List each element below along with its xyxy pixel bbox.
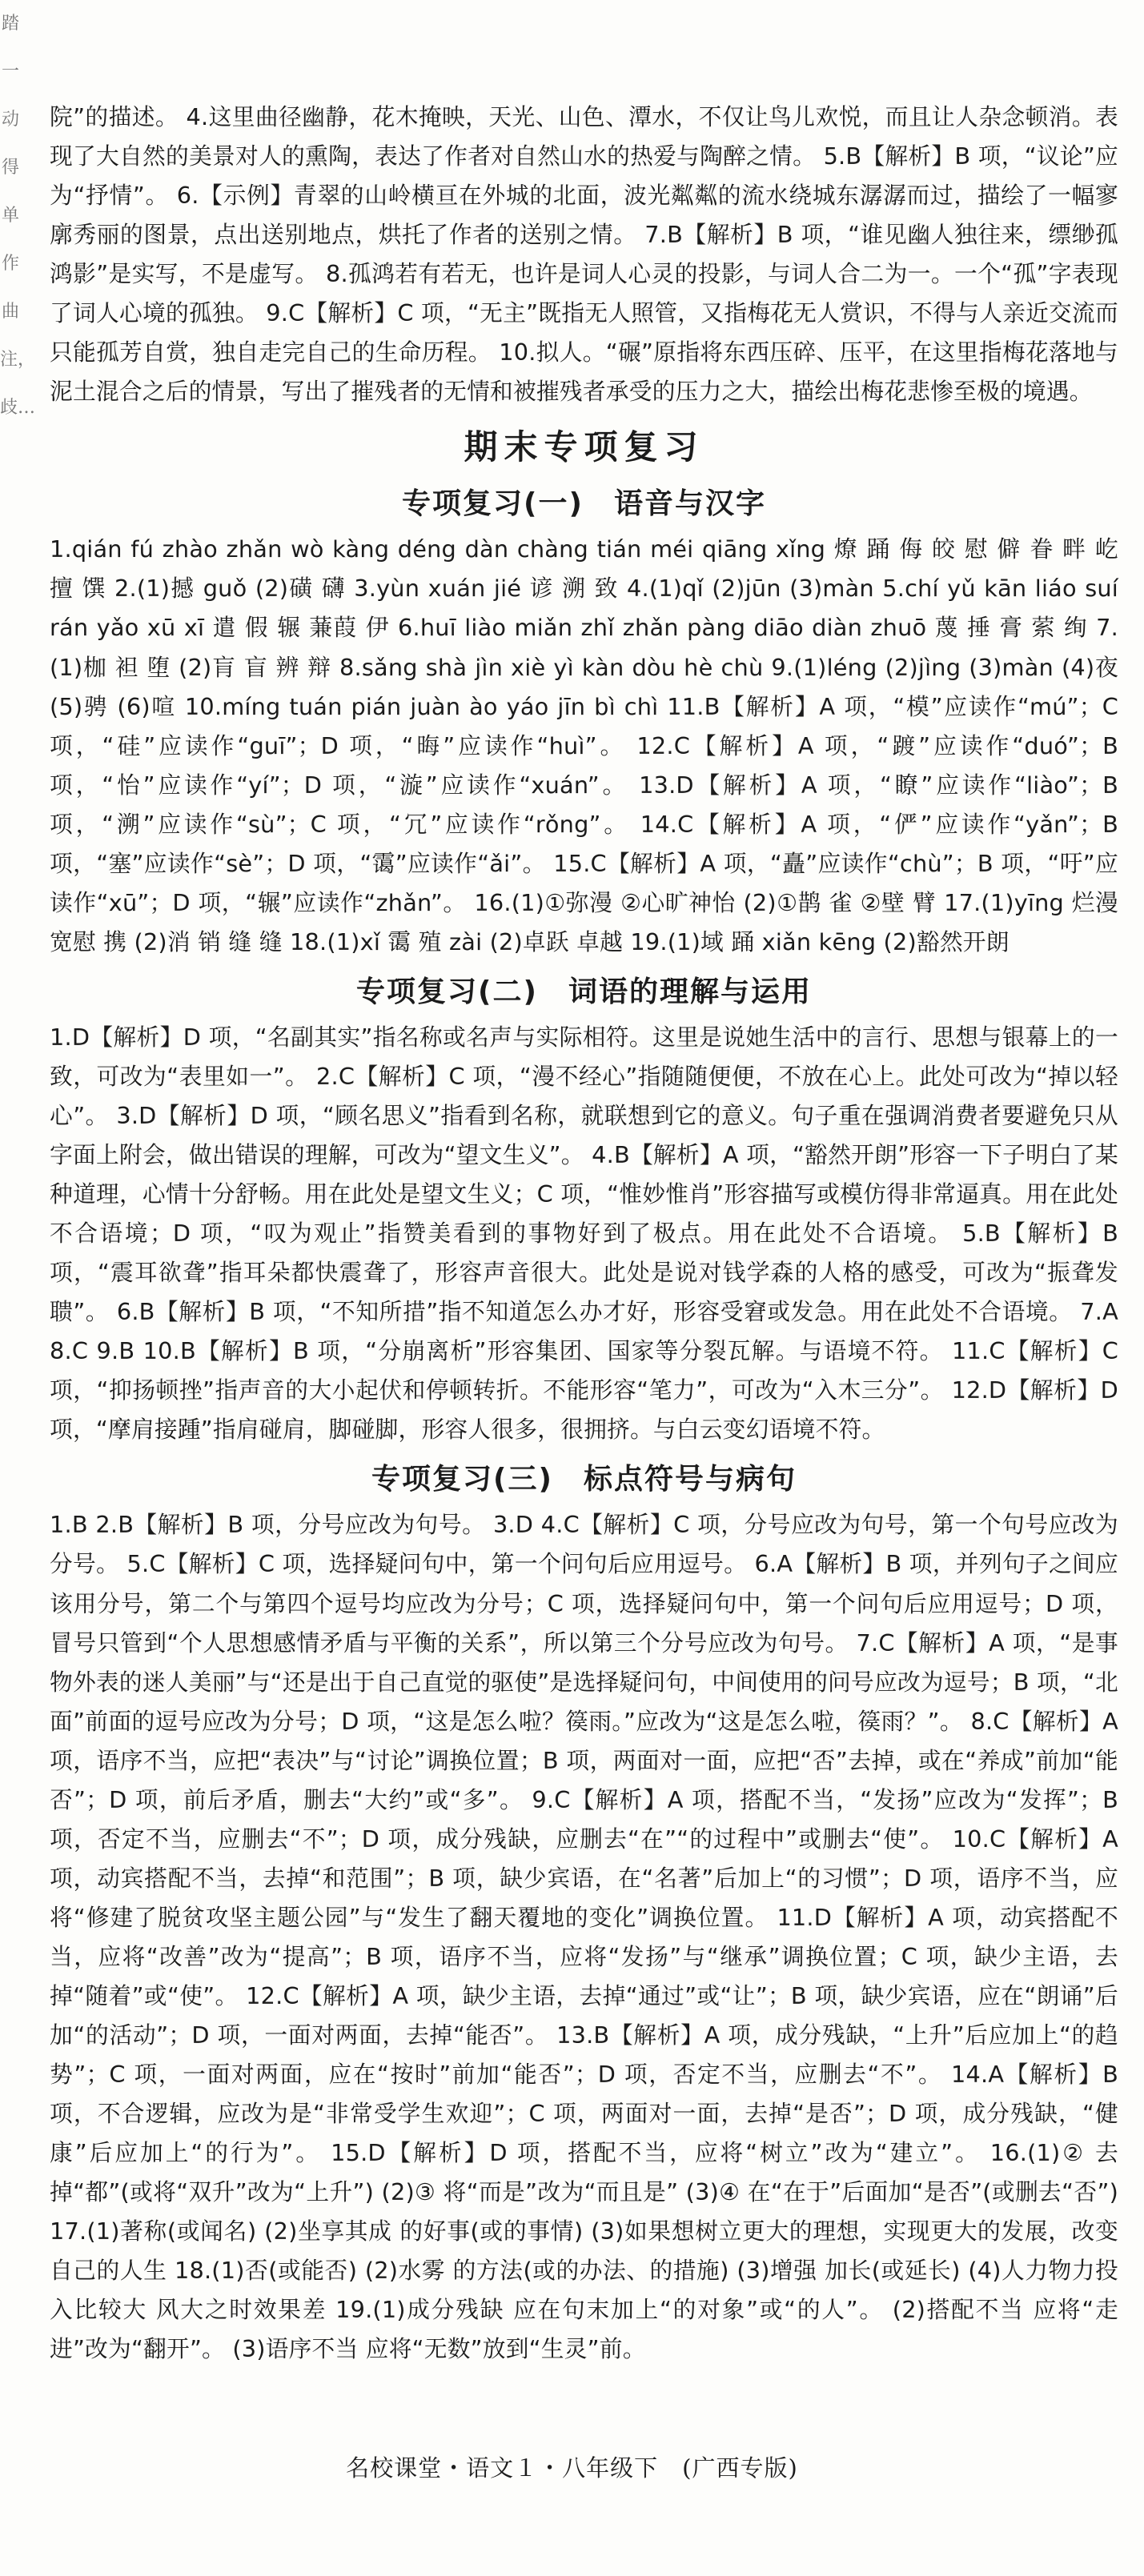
section-content-2: 1.D【解析】D 项，“名副其实”指名称或名声与实际相符。这里是说她生活中的言行、思想与银幕上的一致，可改为“表里如一”。 2.C【解析】C 项，“漫不经心”指随随便便，不放在心上。此处可改为“掉以轻心”。 3.D【解析】D 项，“顾名思义”指看到名称，就联想到它的意义。句子重在强调消费者要避免只从字面上附会，做出错误的理解，可改为“望文生义”。 4.B【解析】A 项，“豁然开朗”形容一下子明白了某种道理，心情十分舒畅。用在此处是望文生义；C 项，“惟妙惟肖”形容描写或模仿得非常逼真。用在此处不合语境；D 项，“叹为观止”指赞美看到的事物好到了极点。用在此处不合语境。 5.B【解析】B 项，“震耳欲聋”指耳朵都快震聋了，形容声音很大。此处是说对钱学森的人格的感受，可改为“振聋发聩”。 6.B【解析】B 项，“不知所措”指不知道怎么办才好，形容受窘或发急。用在此处不合语境。 7.A 8.C 9.B 10.B【解析】B 项，“分崩离析”形容集团、国家等分裂瓦解。与语境不符。 11.C【解析】C 项，“抑扬顿挫”指声音的大小起伏和停顿转折。不能形容“笔力”，可改为“入木三分”。 12.D【解析】D 项，“摩肩接踵”指肩碰肩，脚碰脚，形容人很多，很拥挤。与白云变幻语境不符。 (50, 1023, 1118, 1444)
answer-page (50, 98, 1118, 2369)
section-content-3: 1.B 2.B【解析】B 项，分号应改为句号。 3.D 4.C【解析】C 项，分号应改为句号，第一个句号应改为分号。 5.C【解析】C 项，选择疑问句中，第一个问句后应用逗号。 6.A【解析】B 项，并列句子之间应该用分号，第二个与第四个逗号均应改为分号；C 项，选择疑问句中，第一个问句后应用逗号；D 项，冒号只管到“个人思想感情矛盾与平衡的关系”，所以第三个分号应改为句号。 7.C【解析】A 项，“是事物外表的迷人美丽”与“还是出于自己直觉的驱使”是选择疑问句，中间使用的问号应改为逗号；B 项，“北面”前面的逗号应改为分号；D 项，“这是怎么啦？篌雨。”应改为“这是怎么啦，篌雨？”。 8.C【解析】A 项，语序不当，应把“表决”与“讨论”调换位置；B 项，两面对一面，应把“否”去掉，或在“养成”前加“能否”；D 项，前后矛盾，删去“大约”或“多”。 9.C【解析】A 项，搭配不当，“发扬”应改为“发挥”；B 项，否定不当，应删去“不”；D 项，成分残缺，应删去“在”“的过程中”或删去“使”。 10.C【解析】A 项，动宾搭配不当，去掉“和范围”；B 项，缺少宾语，在“名著”后加上“的习惯”；D 项，语序不当，应将“修建了脱贫攻坚主题公园”与“发生了翻天覆地的变化”调换位置。 11.D【解析】A 项，动宾搭配不当，应将“改善”改为“提高”；B 项，语序不当，应将“发扬”与“继承”调换位置；C 项，缺少主语，去掉“随着”或“使”。 12.C【解析】A 项，缺少主语，去掉“通过”或“让”；B 项，缺少宾语，应在“朗诵”后加“的活动”；D 项，一面对两面，去掉“能否”。 13.B【解析】A 项，成分残缺，“上升”后应加上“的趋势”；C 项，一面对两面，应在“按时”前加“能否”；D 项，否定不当，应删去“不”。 14.A【解析】B 项，不合逻辑，应改为是“非常受学生欢迎”；C 项，两面对一面，去掉“是否”；D 项，成分残缺，“健康”后应加上“的行为”。 15.D【解析】D 项，搭配不当，应将“树立”改为“建立”。 16.(1)② 去掉“都”(或将“双升”改为“上升”) (2)③ 将“而是”改为“而且是” (3)④ 在“在于”后面加“是否”(或删去“否”) 17.(1)著称(或闻名) (2)坐享其成 的好事(或的事情) (3)如果想树立更大的理想，实现更大的发展，改变自己的人生 18.(1)否(或能否) (2)水雾 的方法(或的办法、的措施) (3)增强 加长(或延长) (4)人力物力投入比较大 风大之时效果差 19.(1)成分残缺 应在句末加上“的对象”或“的人”。 (2)搭配不当 应将“走进”改为“翻开”。 (3)语序不当 应将“无数”放到“生灵”前。 (50, 1511, 1118, 2363)
page-title: 期末专项复习 (464, 427, 704, 467)
section-title-3: 专项复习(三) 标点符号与病句 (371, 1463, 797, 1496)
left-margin-fragment: 踏一动得单作曲注，歧… (0, 14, 36, 418)
section-title-2: 专项复习(二) 词语的理解与运用 (356, 975, 812, 1008)
intro-paragraph: 院”的描述。 4.这里曲径幽静，花木掩映，天光、山色、潭水，不仅让鸟儿欢悦，而且让人杂念顿消。表现了大自然的美景对人的熏陶，表达了作者对自然山水的热爱与陶醉之情。 5.B【解析】B 项，“议论”应为“抒情”。 6.【示例】青翠的山岭横亘在外城的北面，波光粼粼的流水绕城东潺潺而过，描绘了一幅寥廓秀丽的图景，点出送别地点，烘托了作者的送别之情。 7.B【解析】B 项，“谁见幽人独往来，缥缈孤鸿影”是实写，不是虚写。 8.孤鸿若有若无，也许是词人心灵的投影，与词人合二为一。一个“孤”字表现了词人心境的孤独。 9.C【解析】C 项，“无主”既指无人照管，又指梅花无人赏识，不得与人亲近交流而只能孤芳自赏，独自走完自己的生命历程。 10.拟人。“碾”原指将东西压碎、压平，在这里指梅花落地与泥土混合之后的情景，写出了摧残者的无情和被摧残者承受的压力之大，描绘出梅花悲惨至极的境遇。 (50, 103, 1118, 406)
page-footer: 名校课堂・语文１・八年级下 (广西专版) (346, 2454, 798, 2482)
section-title-1: 专项复习(一) 语音与汉字 (402, 487, 766, 521)
section-content-1: 1.qián fú zhào zhǎn wò kàng déng dàn chàng tián méi qiāng xǐng 燎 踊 侮 皎 慰 僻 眷 畔 屹 擅 馔 2.(1)撼 guǒ (2)磺 礴 3.yùn xuán jié 谚 溯 致 4.(1)qǐ (2)jūn (3)màn 5.chí yǔ kān liáo suí rán yǎo xū xī 遣 假 辗 蒹葭 伊 6.huī liào miǎn zhǐ zhǎn pàng diāo diàn zhuō 蔑 捶 膏 萦 绚 7.(1)枷 袒 堕 (2)肓 盲 辨 辩 8.sǎng shà jìn xiè yì kàn dòu hè chù 9.(1)léng (2)jìng (3)màn (4)夜 (5)骋 (6)喧 10.míng tuán pián juàn ào yáo jīn bì chì 11.B【解析】A 项，“模”应读作“mú”；C 项，“硅”应读作“guī”；D 项，“晦”应读作“huì”。 12.C【解析】A 项，“踱”应读作“duó”；B 项，“怡”应读作“yí”；D 项，“漩”应读作“xuán”。 13.D【解析】A 项，“瞭”应读作“liào”；B 项，“溯”应读作“sù”；C 项，“冗”应读作“rǒng”。 14.C【解析】A 项，“俨”应读作“yǎn”；B 项，“塞”应读作“sè”；D 项，“霭”应读作“ǎi”。 15.C【解析】A 项，“矗”应读作“chù”；B 项，“吁”应读作“xū”；D 项，“辗”应读作“zhǎn”。 16.(1)①弥漫 ②心旷神怡 (2)①鹊 雀 ②壁 臂 17.(1)yīng 烂漫 宽慰 携 (2)消 销 缝 缝 18.(1)xǐ 霭 殖 zài (2)卓跃 卓越 19.(1)域 踊 xiǎn kēng (2)豁然开朗 (50, 535, 1118, 955)
